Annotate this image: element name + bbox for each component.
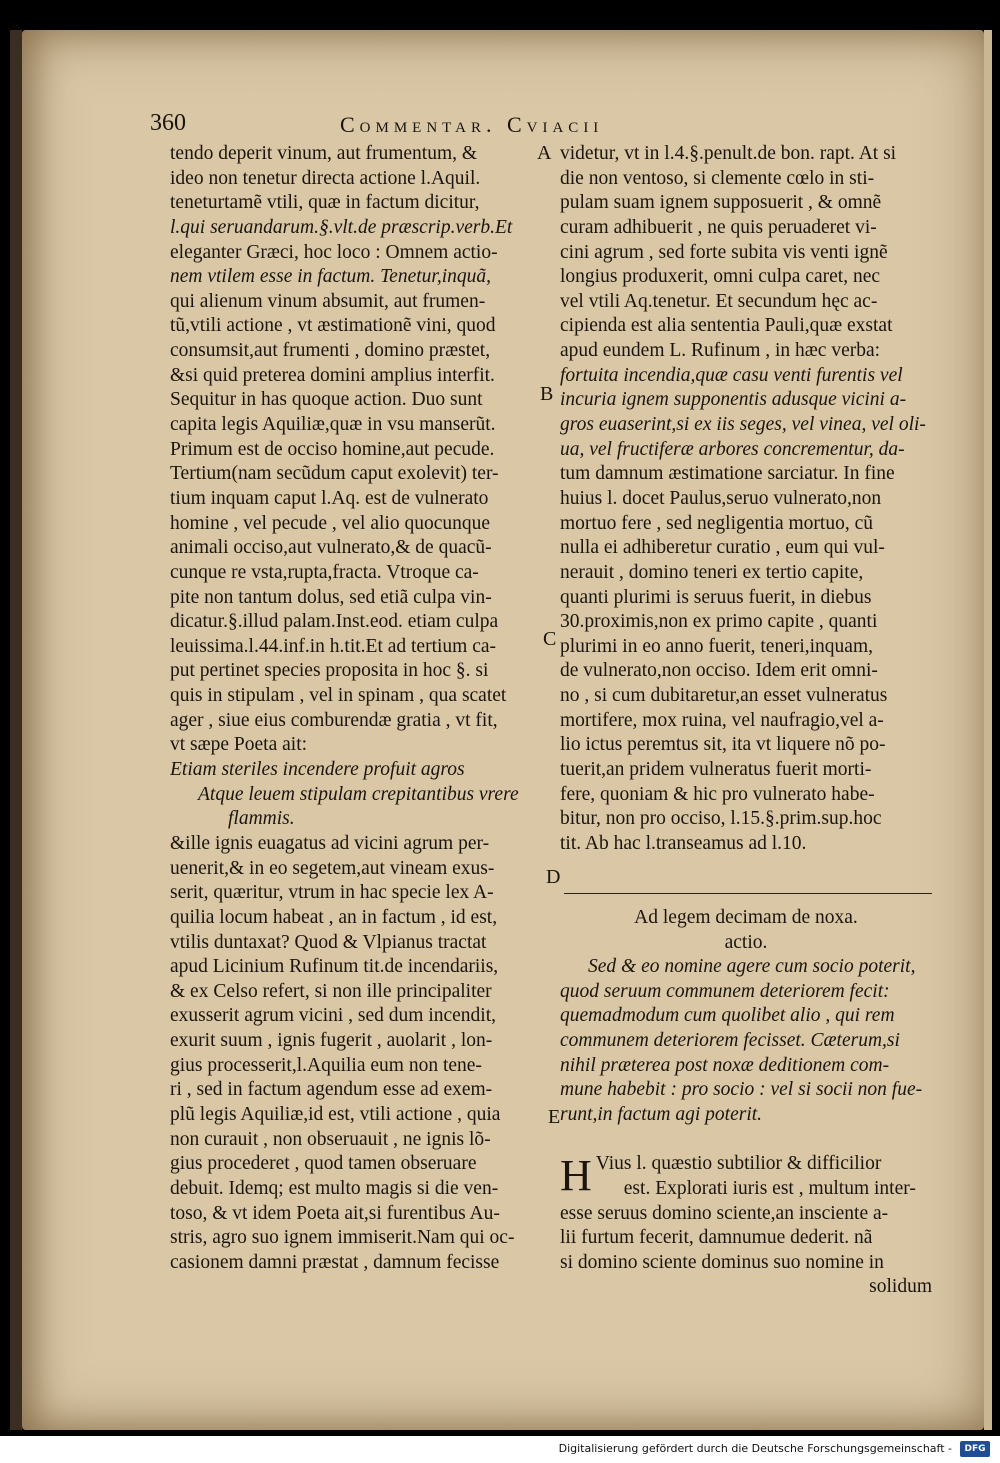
text-line: &si quid preterea domini amplius interfit. xyxy=(170,364,495,386)
page-header xyxy=(150,110,730,144)
text-line: ua, vel fructiferæ arbores concrementur, da- xyxy=(560,438,905,460)
text-line: dicatur.§.illud palam.Inst.eod. etiam culpa xyxy=(170,611,499,633)
section-rule xyxy=(560,881,932,906)
text-line: animali occiso,aut vulnerato,& de quacũ- xyxy=(170,537,492,559)
text-line: tium inquam caput l.Aq. est de vulnerato xyxy=(170,487,489,509)
text-line: Sed & eo nomine agere cum socio poterit, xyxy=(588,956,916,978)
text-line: videtur, vt in l.4.§.penult.de bon. rapt. At si xyxy=(560,143,897,164)
text-line: nulla ei adhiberetur curatio , eum qui vul- xyxy=(560,537,885,559)
blank-line xyxy=(560,1128,932,1153)
text-line: tendo deperit vinum, aut frumentum, & xyxy=(170,143,478,164)
text-line: pite non tantum dolus, sed etiã culpa vin- xyxy=(170,586,492,608)
text-line: huius l. docet Paulus,seruo vulnerato,non xyxy=(560,487,882,509)
text-line: gros euaserint,si ex iis seges, vel vinea, vel oli- xyxy=(560,414,926,436)
text-line: casionem damni præstat , damnum fecisse xyxy=(170,1251,500,1273)
text-line: cunque re vsta,rupta,fracta. Vtroque ca- xyxy=(170,561,479,583)
margin-letter-d: D xyxy=(546,866,561,888)
text-line: si domino sciente dominus suo nomine in xyxy=(560,1251,884,1273)
text-line: esse seruus domino sciente,an insciente a- xyxy=(560,1202,889,1224)
binding-edge xyxy=(10,30,22,1430)
text-line: no , si cum dubitaretur,an esset vulneratus xyxy=(560,685,888,707)
text-line: tũ,vtili actione , vt æstimationẽ vini, quod xyxy=(170,315,496,337)
text-line: ri , sed in factum agendum esse ad exem- xyxy=(170,1079,493,1101)
text-line: apud Licinium Rufinum tit.de incendariis, xyxy=(170,956,499,978)
text-line: lii furtum fecerit, damnumue dederit. nã xyxy=(560,1227,873,1249)
text-line: Atque leuem stipulam crepitantibus vrere xyxy=(198,783,519,805)
text-line: gius procederet , quod tamen obseruare xyxy=(170,1153,477,1175)
text-line: runt,in factum agi poterit. xyxy=(560,1103,763,1125)
text-line: cipienda est alia sententia Pauli,quæ exstat xyxy=(560,315,893,337)
text-line: exusserit agrum vicini , sed dum incendit, xyxy=(170,1005,497,1027)
running-title: Commentar. Cviacii xyxy=(340,112,604,137)
text-line: quilia locum habeat , an in factum , id est, xyxy=(170,906,498,928)
text-line: eleganter Græci, hoc loco : Omnem actio- xyxy=(170,241,498,263)
page-edge xyxy=(984,30,992,1430)
text-line: uenerit,& in eo segetem,aut vineam exus- xyxy=(170,857,495,879)
text-line: capita legis Aquiliæ,quæ in vsu manserũt. xyxy=(170,414,496,436)
text-line: serit, quæritur, vtrum in hac specie lex A- xyxy=(170,882,494,904)
text-line: mortuo fere , sed negligentia mortuo, cũ xyxy=(560,512,873,534)
text-line: lio ictus peremtus sit, ita vt liquere nõ po- xyxy=(560,734,886,756)
dfg-logo: DFG xyxy=(960,1441,990,1457)
margin-letter-c: C xyxy=(543,628,557,650)
margin-letter-b: B xyxy=(540,383,554,405)
text-line: cini agrum , sed forte subita vis venti ignẽ xyxy=(560,241,888,263)
line-text: Vius l. quæstio subtilior & difficilior xyxy=(595,1153,882,1175)
text-line: ideo non tenetur directa actione l.Aquil. xyxy=(170,167,481,189)
text-line: curam adhibuerit , ne quis peruaderet vi- xyxy=(560,216,877,238)
text-line: nerauit , domino teneri ex tertio capite, xyxy=(560,561,864,583)
text-line: Tertium(nam secũdum caput exolevit) ter- xyxy=(170,463,499,485)
text-line: qui alienum vinum absumit, aut frumen- xyxy=(170,290,486,312)
text-line: homine , vel pecude , vel alio quocunque xyxy=(170,512,491,534)
margin-letter-a: A xyxy=(537,142,552,164)
text-line: leuissima.l.44.inf.in h.tit.Et ad tertium ca- xyxy=(170,635,497,657)
text-line: gius processerit,l.Aquilia eum non tene- xyxy=(170,1054,482,1076)
blank-line xyxy=(560,857,932,882)
text-line: put pertinet species proposita in hoc §. si xyxy=(170,660,489,682)
text-line: stris, agro suo ignem immiserit.Nam qui oc- xyxy=(170,1227,515,1249)
text-line: debuit. Idemq; est multo magis si die ven- xyxy=(170,1177,499,1199)
text-line: Ad legem decimam de noxa. xyxy=(634,906,858,928)
footer-bar xyxy=(0,1436,1000,1463)
text-line: ager , siue eius comburendæ gratia , vt fit, xyxy=(170,709,498,731)
text-line: pulam suam ignem supposuerit , & omnẽ xyxy=(560,192,882,214)
text-line: plũ legis Aquiliæ,id est, vtili actione , quia xyxy=(170,1103,501,1125)
text-line: bitur, non pro occiso, l.15.§.prim.sup.hoc xyxy=(560,808,882,830)
text-line: communem deteriorem fecisset. Cæterum,si xyxy=(560,1030,900,1052)
text-line: quod seruum communem deteriorem fecit: xyxy=(560,980,890,1002)
text-line: apud eundem L. Rufinum , in hæc verba: xyxy=(560,340,881,362)
text-line: exurit suum , ignis fugerit , auolarit , lon- xyxy=(170,1030,493,1052)
text-line: plurimi in eo anno fuerit, teneri,inquam, xyxy=(560,635,873,657)
left-column xyxy=(170,142,542,1275)
text-line: incuria ignem supponentis adusque vicini a- xyxy=(560,389,907,411)
text-line: vt sæpe Poeta ait: xyxy=(170,734,308,756)
text-line: tum damnum æstimatione sarciatur. In fine xyxy=(560,463,895,485)
text-line: fere, quoniam & hic pro vulnerato habe- xyxy=(560,783,875,805)
text-line: l.qui seruandarum.§.vlt.de præscrip.verb.Et xyxy=(170,216,513,238)
text-line: die non ventoso, si clemente cœlo in sti- xyxy=(560,167,875,189)
text-line: fortuita incendia,quæ casu venti furentis vel xyxy=(560,364,903,386)
margin-letter-e: E xyxy=(548,1106,561,1128)
text-line: est. Explorati iuris est , multum inter- xyxy=(623,1177,916,1199)
text-line: quanti plurimi is seruus fuerit, in diebus xyxy=(560,586,872,608)
text-line: quemadmodum cum quolibet alio , qui rem xyxy=(560,1005,895,1027)
text-line: tuerit,an pridem vulneratus fuerit morti- xyxy=(560,759,872,781)
funding-credit: Digitalisierung gefördert durch die Deutsche Forschungsgemeinschaft - xyxy=(558,1442,952,1455)
text-line: nihil præterea post noxæ deditionem com- xyxy=(560,1054,890,1076)
text-line: teneturtamẽ vtili, quæ in factum dicitur, xyxy=(170,192,480,214)
text-line: mortifere, mox ruina, vel naufragio,vel a- xyxy=(560,709,884,731)
text-line: non curauit , non obseruauit , ne ignis lõ- xyxy=(170,1128,491,1150)
text-line: vtilis duntaxat? Quod & Vlpianus tractat xyxy=(170,931,487,953)
text-line: quis in stipulam , vel in spinam , qua scatet xyxy=(170,685,507,707)
text-line: & ex Celso refert, si non ille principaliter xyxy=(170,980,492,1002)
text-line: &ille ignis euagatus ad vicini agrum per- xyxy=(170,832,490,854)
text-line: de vulnerato,non occiso. Idem erit omni- xyxy=(560,660,878,682)
text-line: vel vtili Aq.tenetur. Et secundum hęc ac- xyxy=(560,290,878,312)
text-line: longius produxerit, omni culpa caret, nec xyxy=(560,266,881,288)
text-line: actio. xyxy=(724,931,768,953)
right-column xyxy=(560,142,932,1300)
text-line: 30.proximis,non ex primo capite , quanti xyxy=(560,611,878,633)
text-line: tit. Ab hac l.transeamus ad l.10. xyxy=(560,832,807,854)
text-line: nem vtilem esse in factum. Tenetur,inquã, xyxy=(170,266,491,288)
text-line: Sequitur in has quoque action. Duo sunt xyxy=(170,389,483,411)
text-line: mune habebit : pro socio : vel si socii non fue- xyxy=(560,1079,923,1101)
text-line: consumsit,aut frumenti , domino præstet, xyxy=(170,340,491,362)
text-line: Primum est de occiso homine,aut pecude. xyxy=(170,438,495,460)
text-line: Etiam steriles incendere profuit agros xyxy=(170,759,465,781)
text-line: solidum xyxy=(869,1276,932,1298)
text-line: flammis. xyxy=(228,808,295,830)
drop-cap: H xyxy=(560,1151,592,1201)
page-number: 360 xyxy=(150,110,186,136)
text-line: toso, & vt idem Poeta ait,si furentibus Au- xyxy=(170,1202,500,1224)
